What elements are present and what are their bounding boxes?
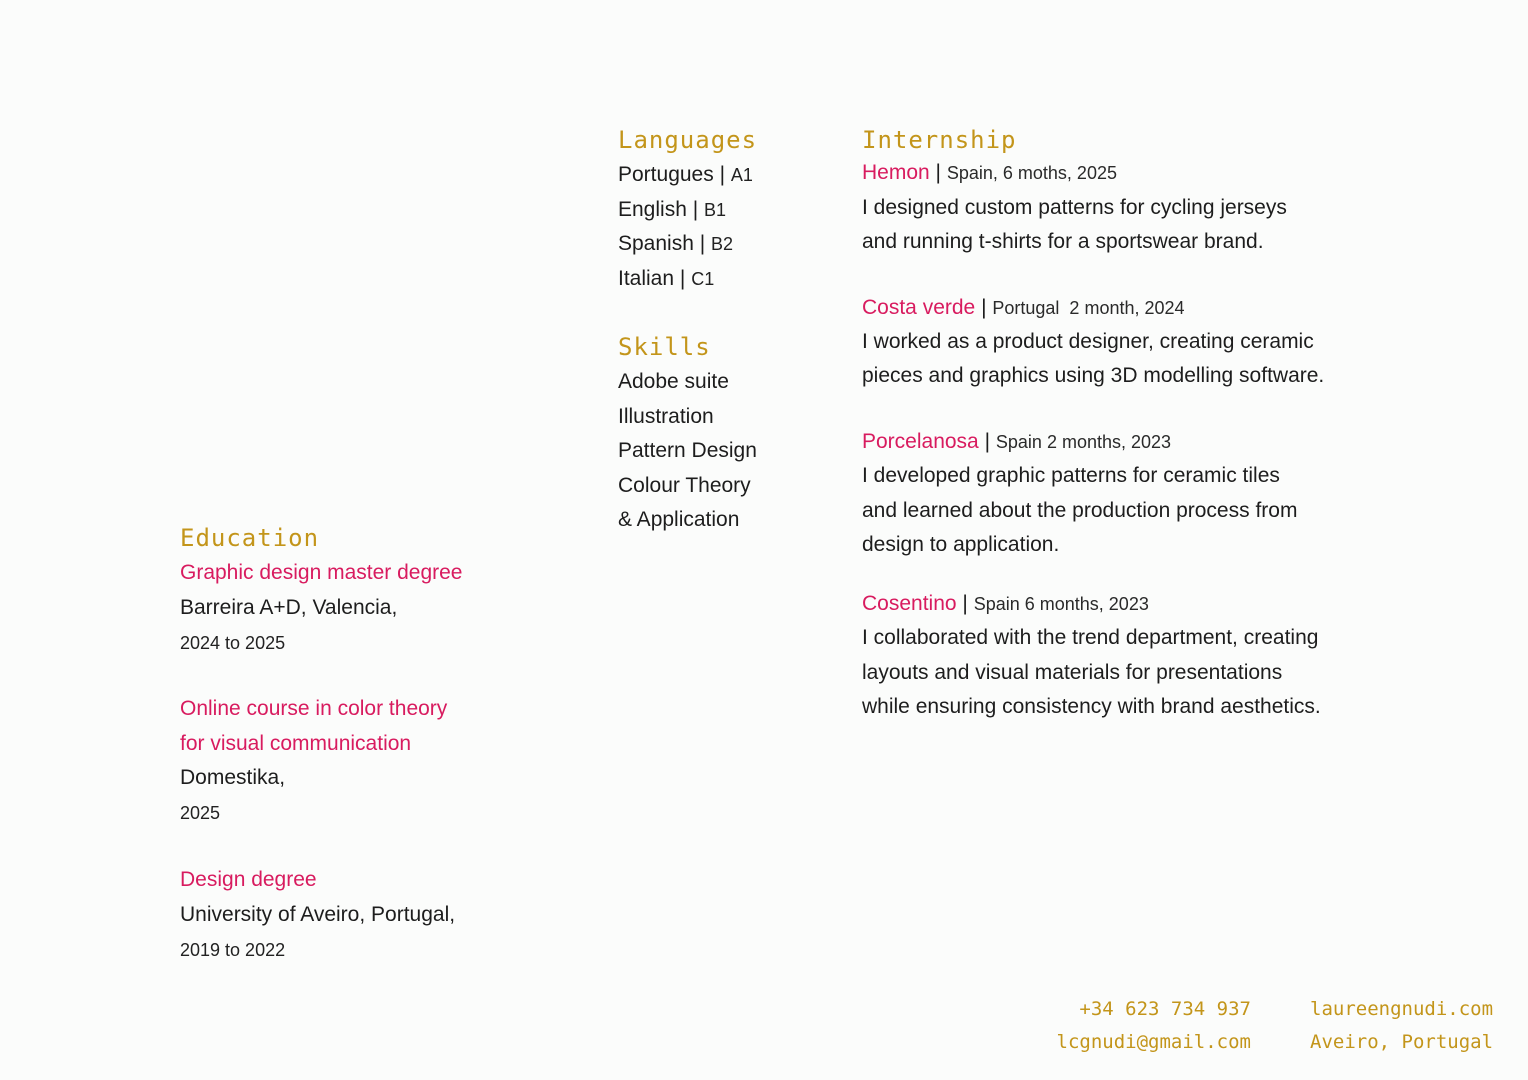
location: Aveiro, Portugal	[1310, 1031, 1494, 1053]
degree-title: Design degree	[180, 868, 317, 891]
internship-description-line: I designed custom patterns for cycling jerseys	[862, 196, 1287, 219]
internship-description-line: I developed graphic patterns for ceramic tiles	[862, 464, 1280, 487]
language-name: Spanish	[618, 232, 694, 255]
language-level: C1	[691, 269, 715, 289]
skill-item: Colour Theory	[618, 474, 751, 497]
separator: |	[984, 430, 991, 453]
language-item	[618, 264, 714, 294]
separator: |	[719, 163, 726, 186]
internship-meta: Portugal 2 month, 2024	[992, 298, 1185, 318]
company-name: Cosentino	[862, 592, 957, 615]
school-name: University of Aveiro, Portugal,	[180, 903, 456, 926]
internship-description-line: pieces and graphics using 3D modelling software.	[862, 364, 1325, 387]
separator: |	[981, 296, 987, 319]
separator: |	[699, 232, 706, 255]
internship-meta: Spain 2 months, 2023	[995, 432, 1172, 452]
education-dates: 2024 to 2025	[180, 633, 286, 653]
skills-heading: Skills	[618, 333, 711, 361]
language-item	[618, 160, 753, 190]
language-name: English	[618, 198, 693, 221]
phone-number[interactable]: +34 623 734 937	[1079, 998, 1251, 1020]
website-link[interactable]: laureengnudi.com	[1310, 998, 1494, 1020]
language-level: B2	[711, 234, 734, 254]
internship-title	[862, 293, 1185, 323]
company-name: Costa verde	[862, 296, 976, 319]
degree-title: for visual communication	[180, 732, 412, 755]
skill-item: Adobe suite	[618, 370, 729, 393]
internship-description-line: I collaborated with the trend department, creating	[862, 626, 1319, 649]
education-dates: 2025	[180, 803, 221, 823]
language-level: B1	[704, 200, 727, 220]
school-name: Domestika,	[180, 766, 286, 789]
education-dates: 2019 to 2022	[180, 940, 286, 960]
internship-description-line: I worked as a product designer, creating ceramic	[862, 330, 1314, 353]
language-level: A1	[730, 165, 753, 185]
separator: |	[962, 592, 968, 615]
degree-title: Graphic design master degree	[180, 561, 463, 584]
internship-description-line: design to application.	[862, 533, 1060, 556]
skill-item: Illustration	[618, 405, 714, 428]
separator: |	[935, 161, 942, 184]
language-name: Italian	[618, 267, 675, 290]
internship-meta: Spain 6 months, 2023	[973, 594, 1149, 614]
skill-item: Pattern Design	[618, 439, 757, 462]
language-item	[618, 195, 726, 225]
internship-meta: Spain, 6 moths, 2025	[946, 163, 1117, 183]
email-link[interactable]: lcgnudi@gmail.com	[1056, 1031, 1251, 1053]
company-name: Porcelanosa	[862, 430, 979, 453]
degree-title: Online course in color theory	[180, 697, 448, 720]
internship-description-line: and running t-shirts for a sportswear brand.	[862, 230, 1264, 253]
internship-title	[862, 427, 1171, 457]
languages-heading: Languages	[618, 126, 758, 154]
internship-title	[862, 589, 1149, 619]
company-name: Hemon	[862, 161, 930, 184]
language-name: Portugues	[618, 163, 714, 186]
school-name: Barreira A+D, Valencia,	[180, 596, 398, 619]
internship-description-line: while ensuring consistency with brand aesthetics.	[862, 695, 1321, 718]
separator: |	[679, 267, 686, 290]
language-item	[618, 229, 733, 259]
education-heading: Education	[180, 524, 320, 552]
skill-item: & Application	[618, 508, 740, 531]
internship-heading: Internship	[862, 126, 1017, 154]
internship-description-line: and learned about the production process from	[862, 499, 1298, 522]
internship-title	[862, 158, 1117, 188]
separator: |	[692, 198, 699, 221]
internship-description-line: layouts and visual materials for presentations	[862, 661, 1283, 684]
